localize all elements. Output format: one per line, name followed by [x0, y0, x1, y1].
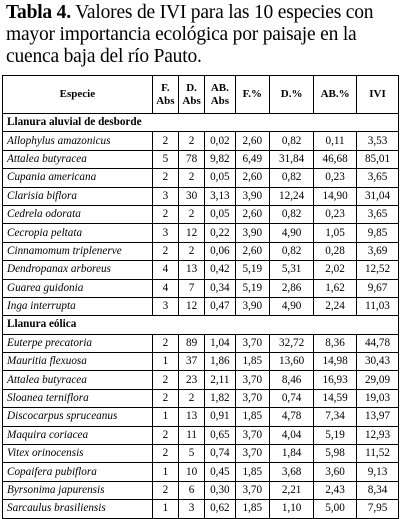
value-cell: 13,60	[270, 353, 314, 371]
value-cell: 1,86	[205, 353, 235, 371]
ivi-table	[2, 75, 399, 519]
value-cell: 1,04	[205, 334, 235, 352]
value-cell: 4,90	[270, 224, 314, 242]
value-cell: 2,21	[270, 481, 314, 499]
value-cell: 3,70	[235, 426, 270, 444]
value-cell: 11,52	[357, 445, 399, 463]
value-cell: 2,11	[205, 371, 235, 389]
value-cell: 4,90	[270, 297, 314, 315]
species-cell: Allophylus amazonicus	[3, 132, 153, 150]
value-cell: 19,03	[357, 389, 399, 407]
species-cell: Cinnamomum triplenerve	[3, 242, 153, 260]
value-cell: 31,04	[357, 187, 399, 205]
value-cell: 2	[152, 169, 178, 187]
section-title: Llanura aluvial de desborde	[3, 114, 399, 132]
value-cell: 2	[152, 132, 178, 150]
value-cell: 2	[152, 242, 178, 260]
value-cell: 6	[178, 481, 204, 499]
value-cell: 0,47	[205, 297, 235, 315]
column-header: F.%	[235, 76, 270, 114]
value-cell: 12,93	[357, 426, 399, 444]
value-cell: 11,03	[357, 297, 399, 315]
table-row	[3, 150, 399, 168]
species-cell: Euterpe precatoria	[3, 334, 153, 352]
value-cell: 13,97	[357, 408, 399, 426]
value-cell: 29,09	[357, 371, 399, 389]
value-cell: 5,00	[314, 500, 357, 518]
value-cell: 0,82	[270, 242, 314, 260]
value-cell: 1,05	[314, 224, 357, 242]
species-cell: Clarisia biflora	[3, 187, 153, 205]
value-cell: 0,62	[205, 500, 235, 518]
value-cell: 2	[178, 242, 204, 260]
table-row	[3, 279, 399, 297]
value-cell: 0,82	[270, 205, 314, 223]
value-cell: 9,67	[357, 279, 399, 297]
value-cell: 5	[152, 150, 178, 168]
value-cell: 30	[178, 187, 204, 205]
value-cell: 85,01	[357, 150, 399, 168]
table-row	[3, 389, 399, 407]
value-cell: 3,70	[235, 389, 270, 407]
value-cell: 2	[152, 205, 178, 223]
value-cell: 16,93	[314, 371, 357, 389]
value-cell: 1,10	[270, 500, 314, 518]
header-row	[3, 76, 399, 114]
value-cell: 5,31	[270, 261, 314, 279]
table-row	[3, 426, 399, 444]
species-cell: Maquira coriacea	[3, 426, 153, 444]
species-cell: Byrsonima japurensis	[3, 481, 153, 499]
value-cell: 0,65	[205, 426, 235, 444]
value-cell: 2	[178, 205, 204, 223]
value-cell: 1	[152, 500, 178, 518]
value-cell: 1	[152, 408, 178, 426]
table-caption	[6, 2, 398, 68]
value-cell: 2,02	[314, 261, 357, 279]
value-cell: 3,70	[235, 445, 270, 463]
value-cell: 0,06	[205, 242, 235, 260]
value-cell: 2,86	[270, 279, 314, 297]
value-cell: 9,85	[357, 224, 399, 242]
column-header: AB.%	[314, 76, 357, 114]
value-cell: 8,46	[270, 371, 314, 389]
value-cell: 3	[178, 500, 204, 518]
value-cell: 0,22	[205, 224, 235, 242]
value-cell: 1	[152, 463, 178, 481]
value-cell: 3	[152, 224, 178, 242]
value-cell: 11	[178, 426, 204, 444]
column-header: Especie	[3, 76, 153, 114]
table-row	[3, 132, 399, 150]
value-cell: 44,78	[357, 334, 399, 352]
value-cell: 0,05	[205, 169, 235, 187]
value-cell: 0,34	[205, 279, 235, 297]
column-header: AB. Abs	[205, 76, 235, 114]
species-cell: Cupania americana	[3, 169, 153, 187]
value-cell: 2,60	[235, 205, 270, 223]
value-cell: 1,62	[314, 279, 357, 297]
value-cell: 1,85	[235, 463, 270, 481]
value-cell: 0,23	[314, 169, 357, 187]
value-cell: 7	[178, 279, 204, 297]
value-cell: 2,60	[235, 242, 270, 260]
table-row	[3, 445, 399, 463]
value-cell: 0,82	[270, 169, 314, 187]
table-row	[3, 169, 399, 187]
species-cell: Inga interrupta	[3, 297, 153, 315]
value-cell: 5,19	[235, 261, 270, 279]
value-cell: 5,19	[235, 279, 270, 297]
value-cell: 0,82	[270, 132, 314, 150]
value-cell: 0,28	[314, 242, 357, 260]
value-cell: 2	[152, 334, 178, 352]
value-cell: 9,82	[205, 150, 235, 168]
value-cell: 2	[152, 389, 178, 407]
section-title: Llanura eólica	[3, 316, 399, 334]
value-cell: 0,02	[205, 132, 235, 150]
value-cell: 2	[178, 389, 204, 407]
value-cell: 46,68	[314, 150, 357, 168]
value-cell: 5	[178, 445, 204, 463]
value-cell: 1,85	[235, 408, 270, 426]
table-row	[3, 334, 399, 352]
value-cell: 23	[178, 371, 204, 389]
species-cell: Copaifera pubiflora	[3, 463, 153, 481]
value-cell: 2,60	[235, 169, 270, 187]
value-cell: 9,13	[357, 463, 399, 481]
column-header: IVI	[357, 76, 399, 114]
value-cell: 3,53	[357, 132, 399, 150]
value-cell: 0,05	[205, 205, 235, 223]
value-cell: 10	[178, 463, 204, 481]
table-row	[3, 371, 399, 389]
table-row	[3, 500, 399, 518]
value-cell: 3,90	[235, 297, 270, 315]
value-cell: 3,65	[357, 169, 399, 187]
value-cell: 5,19	[314, 426, 357, 444]
value-cell: 2	[178, 132, 204, 150]
table-row	[3, 463, 399, 481]
species-cell: Vitex orinocensis	[3, 445, 153, 463]
value-cell: 14,98	[314, 353, 357, 371]
value-cell: 3,70	[235, 481, 270, 499]
value-cell: 2,24	[314, 297, 357, 315]
value-cell: 8,36	[314, 334, 357, 352]
value-cell: 3,60	[314, 463, 357, 481]
caption-label: Tabla 4.	[6, 2, 71, 23]
value-cell: 12	[178, 224, 204, 242]
section-row	[3, 316, 399, 334]
value-cell: 3,65	[357, 205, 399, 223]
column-header: D.%	[270, 76, 314, 114]
table-row	[3, 297, 399, 315]
value-cell: 0,23	[314, 205, 357, 223]
table-body	[3, 114, 399, 519]
value-cell: 4	[152, 279, 178, 297]
value-cell: 0,74	[205, 445, 235, 463]
table-row	[3, 242, 399, 260]
value-cell: 1,85	[235, 353, 270, 371]
value-cell: 0,74	[270, 389, 314, 407]
value-cell: 0,91	[205, 408, 235, 426]
column-header: F. Abs	[152, 76, 178, 114]
species-cell: Guarea guidonia	[3, 279, 153, 297]
species-cell: Mauritia flexuosa	[3, 353, 153, 371]
value-cell: 2	[152, 426, 178, 444]
value-cell: 3	[152, 297, 178, 315]
species-cell: Discocarpus spruceanus	[3, 408, 153, 426]
value-cell: 2,60	[235, 132, 270, 150]
value-cell: 0,42	[205, 261, 235, 279]
value-cell: 3,90	[235, 224, 270, 242]
value-cell: 12,24	[270, 187, 314, 205]
value-cell: 12	[178, 297, 204, 315]
value-cell: 78	[178, 150, 204, 168]
value-cell: 2	[152, 445, 178, 463]
value-cell: 31,84	[270, 150, 314, 168]
value-cell: 2	[152, 481, 178, 499]
value-cell: 3	[152, 187, 178, 205]
species-cell: Cecropia peltata	[3, 224, 153, 242]
species-cell: Sloanea terniflora	[3, 389, 153, 407]
value-cell: 4,04	[270, 426, 314, 444]
value-cell: 3,70	[235, 334, 270, 352]
table-row	[3, 408, 399, 426]
value-cell: 3,90	[235, 187, 270, 205]
table-row	[3, 481, 399, 499]
species-cell: Cedrela odorata	[3, 205, 153, 223]
value-cell: 14,59	[314, 389, 357, 407]
value-cell: 7,34	[314, 408, 357, 426]
caption-text: Valores de IVI para las 10 especies con mayor importancia ecológica por paisaje en la cuenca baja del río Pauto.	[6, 2, 374, 67]
value-cell: 1,84	[270, 445, 314, 463]
value-cell: 2	[178, 169, 204, 187]
value-cell: 14,90	[314, 187, 357, 205]
value-cell: 1,82	[205, 389, 235, 407]
value-cell: 1,85	[235, 500, 270, 518]
value-cell: 32,72	[270, 334, 314, 352]
value-cell: 30,43	[357, 353, 399, 371]
value-cell: 3,13	[205, 187, 235, 205]
value-cell: 0,11	[314, 132, 357, 150]
value-cell: 0,45	[205, 463, 235, 481]
value-cell: 3,70	[235, 371, 270, 389]
value-cell: 89	[178, 334, 204, 352]
table-row	[3, 224, 399, 242]
value-cell: 4	[152, 261, 178, 279]
table-row	[3, 261, 399, 279]
section-row	[3, 114, 399, 132]
species-cell: Dendropanax arboreus	[3, 261, 153, 279]
value-cell: 5,98	[314, 445, 357, 463]
value-cell: 13	[178, 408, 204, 426]
value-cell: 8,34	[357, 481, 399, 499]
value-cell: 12,52	[357, 261, 399, 279]
value-cell: 0,30	[205, 481, 235, 499]
species-cell: Attalea butyracea	[3, 150, 153, 168]
value-cell: 6,49	[235, 150, 270, 168]
table-header	[3, 76, 399, 114]
value-cell: 37	[178, 353, 204, 371]
species-cell: Attalea butyracea	[3, 371, 153, 389]
value-cell: 13	[178, 261, 204, 279]
value-cell: 3,68	[270, 463, 314, 481]
value-cell: 3,69	[357, 242, 399, 260]
value-cell: 1	[152, 353, 178, 371]
column-header: D. Abs	[178, 76, 204, 114]
table-row	[3, 187, 399, 205]
value-cell: 2,43	[314, 481, 357, 499]
table-row	[3, 205, 399, 223]
value-cell: 7,95	[357, 500, 399, 518]
table-row	[3, 353, 399, 371]
value-cell: 2	[152, 371, 178, 389]
species-cell: Sarcaulus brasiliensis	[3, 500, 153, 518]
value-cell: 4,78	[270, 408, 314, 426]
